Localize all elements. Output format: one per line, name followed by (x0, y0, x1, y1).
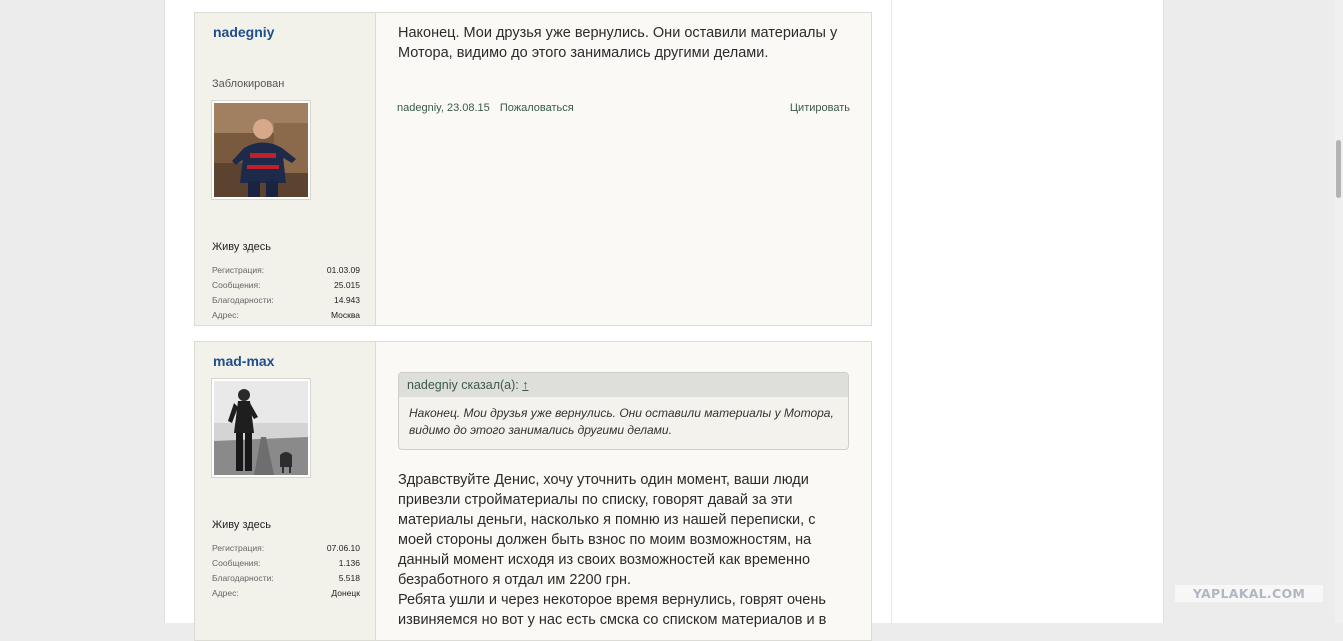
forum-post (194, 12, 872, 326)
stat-value: 07.06.10 (326, 543, 360, 553)
quote-author: nadegniy сказал(а): (407, 378, 519, 392)
post-text: Наконец. Мои друзья уже вернулись. Они оставили материалы у Мотора, видимо до этого занимались другими делами. (398, 25, 838, 61)
stat-registration (212, 263, 360, 278)
stat-label: Адрес: (212, 588, 239, 598)
post-author-link[interactable]: mad-max (213, 353, 275, 369)
stat-label: Благодарности: (212, 295, 274, 305)
stat-label: Сообщения: (212, 280, 261, 290)
quote-link[interactable]: Цитировать (789, 102, 850, 114)
stat-address (212, 586, 360, 601)
user-status: Заблокирован (212, 78, 285, 90)
content-divider (891, 0, 892, 623)
stat-messages (212, 556, 360, 571)
quote-block (398, 372, 849, 450)
avatar-image (214, 103, 308, 197)
stat-value: 25.015 (334, 280, 360, 290)
stat-thanks (212, 571, 360, 586)
forum-post (194, 341, 872, 641)
quote-source-link[interactable]: ↑ (522, 378, 529, 392)
post-paragraph: Здравствуйте Денис, хочу уточнить один момент, ваши люди привезли стройматериалы по списку, говорят давай за эти материалы деньги, насколько я помню из нашей переписки, с моей стороны должен быть взнос по моим возможностям, на данный момент исходя из своих возможностей как временно безработного я отдал им 2200 грн. (398, 472, 816, 588)
stat-thanks (212, 293, 360, 308)
stat-value: 1.136 (338, 558, 360, 568)
user-stats (212, 541, 360, 601)
scrollbar-thumb[interactable] (1336, 140, 1341, 198)
avatar[interactable] (211, 100, 311, 200)
post-footer (397, 102, 850, 114)
stat-value: 01.03.09 (326, 265, 360, 275)
post-author-date: nadegniy, 23.08.15 (397, 102, 490, 114)
stat-value: Донецк (331, 588, 360, 598)
stat-address (212, 308, 360, 323)
stat-value: Москва (330, 310, 360, 320)
stat-value: 14.943 (334, 295, 360, 305)
user-info-panel (195, 342, 376, 640)
post-author-link[interactable]: nadegniy (213, 24, 275, 40)
stat-label: Регистрация: (212, 543, 265, 553)
user-rank: Живу здесь (212, 519, 272, 531)
user-info-panel (195, 13, 376, 325)
stat-messages (212, 278, 360, 293)
avatar-image (214, 381, 308, 475)
avatar[interactable] (211, 378, 311, 478)
post-text (398, 470, 851, 630)
site-watermark-logo: YAPLAKAL.COM (1175, 585, 1323, 602)
stat-value: 5.518 (338, 573, 360, 583)
stat-label: Регистрация: (212, 265, 265, 275)
user-stats (212, 263, 360, 323)
report-link[interactable]: Пожаловаться (499, 102, 574, 114)
user-rank: Живу здесь (212, 241, 272, 253)
quote-text: Наконец. Мои друзья уже вернулись. Они оставили материалы у Мотора, видимо до этого занимались другими делами. (409, 406, 834, 437)
post-paragraph: Ребята ушли и через некоторое время вернулись, говрят очень извиняемся но вот у нас есть смска со списком материалов и в (398, 592, 827, 628)
quote-header (399, 373, 848, 397)
stat-registration (212, 541, 360, 556)
stat-label: Адрес: (212, 310, 239, 320)
stat-label: Благодарности: (212, 573, 274, 583)
stat-label: Сообщения: (212, 558, 261, 568)
scrollbar[interactable] (1335, 0, 1343, 623)
